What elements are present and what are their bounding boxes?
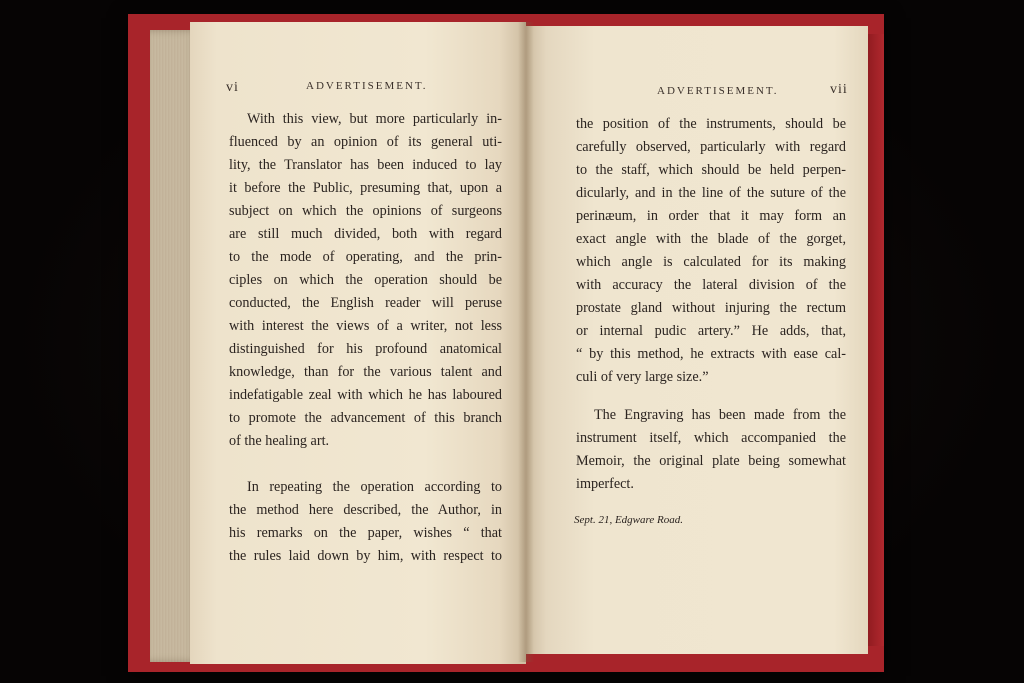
text-line: of the healing art. (229, 433, 330, 449)
text-line: lity, the Translator has been induced to lay (229, 157, 502, 173)
text-line: instrument itself, which accompanied the (576, 430, 846, 446)
text-line: fluenced by an opinion of its general uti- (229, 134, 502, 150)
signature-line: Sept. 21, Edgware Road. (574, 514, 683, 526)
text-line: “ by this method, he extracts with ease cal- (576, 346, 846, 362)
text-line: perinæum, in order that it may form an (576, 208, 846, 224)
text-line: which angle is calculated for its making (576, 254, 846, 270)
text-line: indefatigable zeal with which he has laboured (229, 387, 502, 403)
text-line: The Engraving has been made from the (594, 407, 846, 423)
text-line: Memoir, the original plate being somewhat (576, 453, 846, 469)
text-line: prostate gland without injuring the rectum (576, 300, 846, 316)
text-line: are still much divided, both with regard (229, 226, 502, 242)
text-line: to the mode of operating, and the prin- (229, 249, 502, 265)
text-line: exact angle with the blade of the gorget, (576, 231, 846, 247)
right-running-head: ADVERTISEMENT. (657, 85, 779, 97)
left-page-number: vi (226, 80, 239, 95)
text-line: to promote the advancement of this branch (229, 410, 502, 426)
text-line: or internal pudic artery.” He adds, that, (576, 323, 846, 339)
text-line: his remarks on the paper, wishes “ that (229, 525, 502, 541)
text-line: the method here described, the Author, in (229, 502, 502, 518)
text-line: with interest the views of a writer, not less (229, 318, 502, 334)
text-line: dicularly, and in the line of the suture of the (576, 185, 846, 201)
text-line: the rules laid down by him, with respect to (229, 548, 502, 564)
left-running-head: ADVERTISEMENT. (306, 80, 428, 92)
text-line: with accuracy the lateral division of the (576, 277, 846, 293)
text-line: it before the Public, presuming that, upon a (229, 180, 502, 196)
right-page-number: vii (830, 82, 848, 97)
text-line: to the staff, which should be held perpen- (576, 162, 846, 178)
text-line: distinguished for his profound anatomical (229, 341, 502, 357)
book-gutter (518, 22, 534, 662)
text-line: With this view, but more particularly in- (247, 111, 502, 127)
text-line: imperfect. (576, 476, 634, 492)
text-line: carefully observed, particularly with regard (576, 139, 846, 155)
text-line: In repeating the operation according to (247, 479, 502, 495)
text-line: culi of very large size.” (576, 369, 709, 385)
text-line: subject on which the opinions of surgeons (229, 203, 502, 219)
text-line: ciples on which the operation should be (229, 272, 502, 288)
text-line: conducted, the English reader will peruse (229, 295, 502, 311)
text-line: knowledge, than for the various talent and (229, 364, 502, 380)
text-line: the position of the instruments, should be (576, 116, 846, 132)
